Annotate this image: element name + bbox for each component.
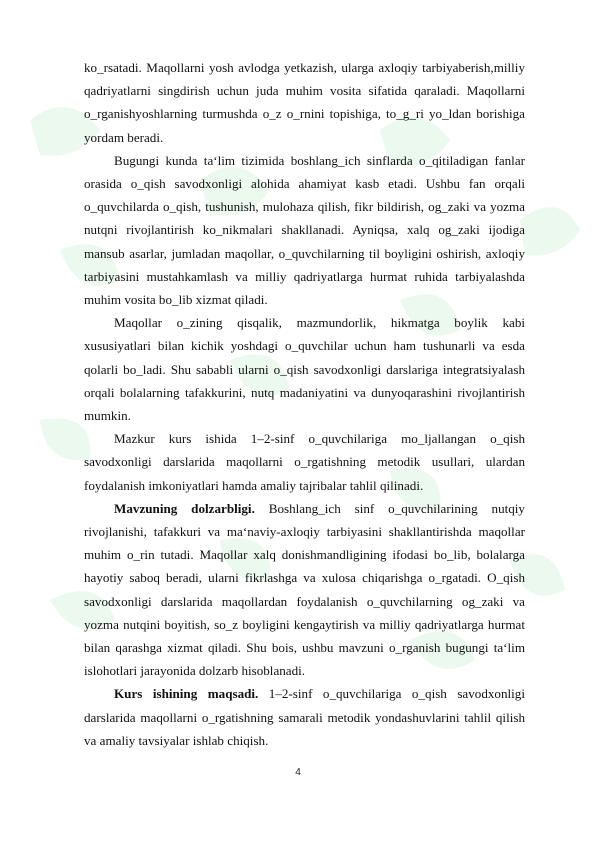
paragraph-1-text: ko_rsatadi. Maqollarni yosh avlodga yetkazish, ularga axloqiy tarbiyaberish,milliy qadriyatlarni singdirish uchun juda muhim vosita sifatida qaraladi. Maqollarni o_rganishyoshlarning turmushda o_z o_rnini topishiga, to_g_ri yo_ldan borishiga yordam beradi.	[84, 60, 525, 145]
document-body	[84, 56, 525, 752]
page-number: 4	[295, 767, 301, 778]
paragraph-3	[84, 311, 525, 427]
paragraph-relevance	[84, 497, 525, 683]
paragraph-3-text: Maqollar o_zining qisqalik, mazmundorlik, hikmatga boylik kabi xususiyatlari bilan kichik yoshdagi o_quvchilar uchun ham tushunarli va esda qolarli bo_ladi. Shu sababli ularni o_qish savodxonligi darslariga integratsiyalash orqali bolalarning tafakkurini, nutq madaniyatini va dunyoqarashini rivojlantirish mumkin.	[84, 315, 525, 424]
relevance-heading: Mavzuning dolzarbligi.	[114, 500, 255, 516]
goal-heading: Kurs ishining maqsadi.	[114, 686, 259, 702]
paragraph-1	[84, 56, 525, 149]
paragraph-2	[84, 149, 525, 311]
paragraph-goal	[84, 682, 525, 752]
paragraph-2-text: Bugungi kunda ta‘lim tizimida boshlang_ich sinflarda o_qitiladigan fanlar orasida o_qish savodxonligi alohida ahamiyat kasb etadi. Ushbu fan orqali o_quvchilarda o_qish, tushunish, mulohaza qilish, fikr bildirish, og_zaki va yozma nutqni rivojlantirish ko_nikmalari shakllanadi. Ayniqsa, xalq og_zaki ijodiga mansub asarlar, jumladan maqollar, o_quvchilarning til boyligini oshirish, axloqiy tarbiyasini mustahkamlash va milliy qadriyatlarga hurmat ruhida tarbiyalashda muhim vosita bo_lib xizmat qiladi.	[84, 152, 525, 308]
relevance-text: Boshlang_ich sinf o_quvchilarining nutqiy rivojlanishi, tafakkuri va ma‘naviy-axloqiy tarbiyasini shakllantirishda maqollar muhim o_rin tutadi. Maqollar xalq donishmandligining ifodasi bo_lib, bolalarga hayotiy saboq beradi, ularni fikrlashga va xulosa chiqarishga o_rgatadi. O_qish savodxonligi darslarida maqollardan foydalanish o_quvchilarning og_zaki va yozma nutqini boyitish, so_z boyligini kengaytirish va milliy qadriyatlarga hurmat bilan qarashga xizmat qiladi. Shu bois, ushbu mavzuni o_rganish bugungi ta‘lim islohotlari jarayonida dolzarb hisoblanadi.	[84, 500, 525, 679]
paragraph-4	[84, 427, 525, 497]
goal-text: 1–2-sinf o_quvchilariga o_qish savodxonligi darslarida maqollarni o_rgatishning samarali metodik yondashuvlarini tahlil qilish va amaliy tavsiyalar ishlab chiqish.	[84, 686, 525, 748]
paragraph-4-text: Mazkur kurs ishida 1–2-sinf o_quvchilariga mo_ljallangan o_qish savodxonligi darslarida maqollarni o_rgatishning metodik usullari, ulardan foydalanish imkoniyatlari hamda amaliy tajribalar tahlil qilinadi.	[84, 431, 525, 493]
